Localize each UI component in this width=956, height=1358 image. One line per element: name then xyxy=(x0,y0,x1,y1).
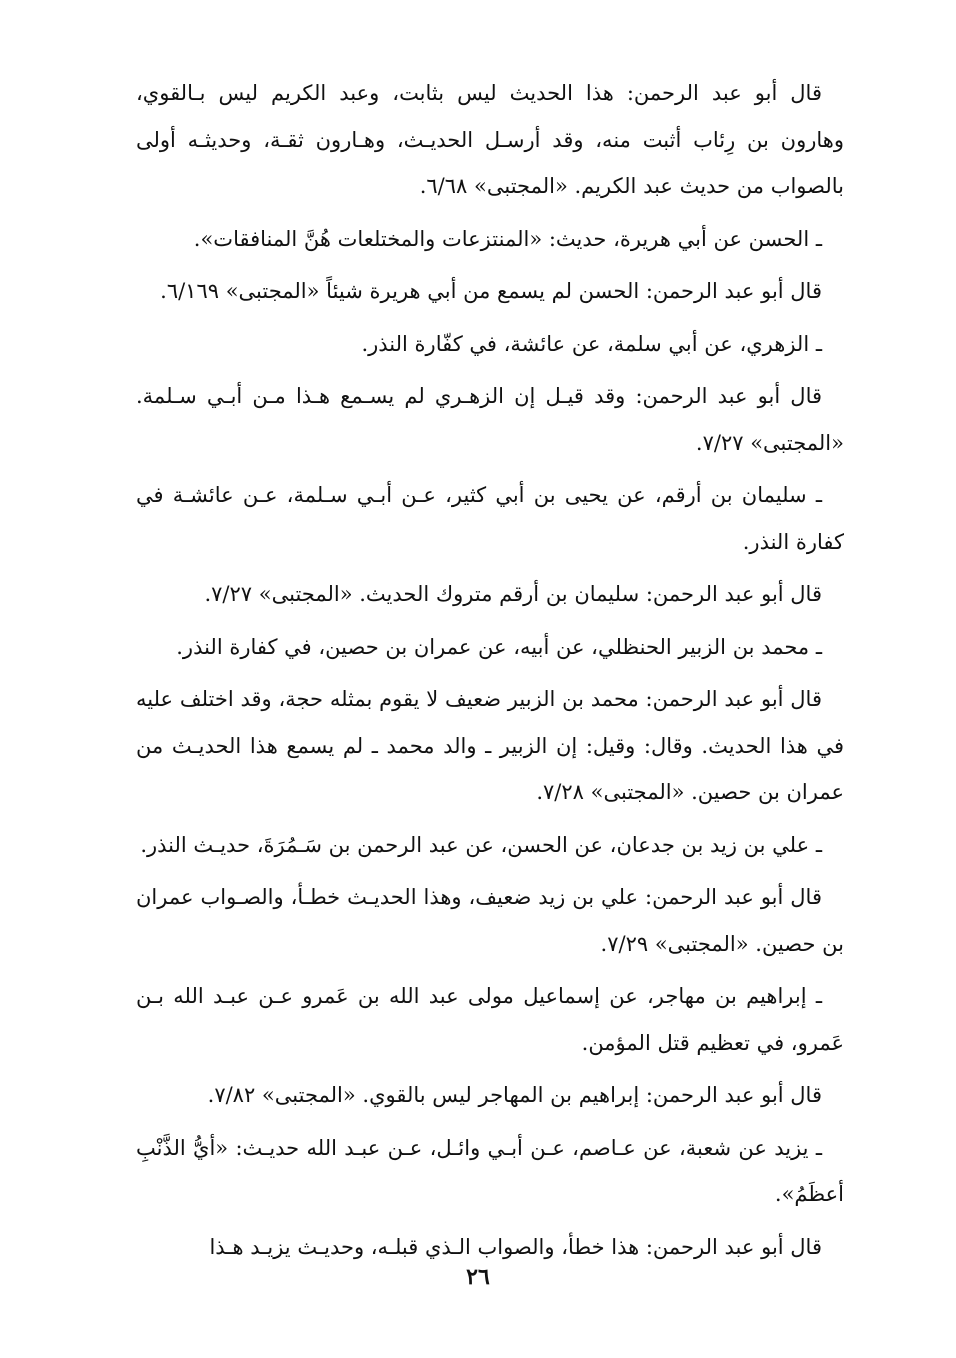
paragraph-13: قال أبو عبد الرحمن: إبراهيم بن المهاجر ليس بالقوي. «المجتبى» ٧/٨٢. xyxy=(207,1083,822,1107)
paragraph-7: قال أبو عبد الرحمن: سليمان بن أرقم متروك الحديث. «المجتبى» ٧/٢٧. xyxy=(204,582,822,606)
paragraph-9: قال أبو عبد الرحمن: محمد بن الزبير ضعيف لا يقوم بمثله حجة، وقد اختلف عليه في هذا الحديث. وقال: وقيل: إن الزبير ـ والد محمد ـ لم يسمع هذا الحديـث من عمران بن حصين. «المجتبى» ٧/٢٨. xyxy=(136,687,844,804)
paragraph-3: قال أبو عبد الرحمن: الحسن لم يسمع من أبي هريرة شيئاً «المجتبى» ٦/١٦٩. xyxy=(160,279,822,303)
paragraph-8: ـ محمد بن الزبير الحنظلي، عن أبيه، عن عمران بن حصين، في كفارة النذر. xyxy=(176,634,822,659)
paragraph-14: ـ يزيد عن شعبة، عن عـاصم، عـن أبـي وائـل، عـن عبـد الله حديـث: «أيُّ الذَّنْبِ أعظَمُ». xyxy=(136,1135,844,1206)
paragraph-10: ـ علي بن زيد بن جدعان، عن الحسن، عن عبد الرحمن بن سَـمُرَةَ، حديـث النذر. xyxy=(140,832,822,857)
paragraph-5: قال أبو عبد الرحمن: وقد قيـل إن الزهـري لم يسـمع هـذا مـن أبـي سـلمة. «المجتبى» ٧/٢٧. xyxy=(136,384,844,455)
paragraph-6: ـ سليمان بن أرقم، عن يحيى بن أبي كثير، عـن أبـي سـلمة، عـن عائشـة في كفارة النذر. xyxy=(136,483,844,554)
paragraph-2: ـ الحسن عن أبي هريرة، حديث: «المنتزعات والمختلعات هُنَّ المنافقات». xyxy=(193,226,822,251)
page-body-text xyxy=(136,70,844,1276)
page-number: ٢٦ xyxy=(466,1264,490,1290)
paragraph-15: قال أبو عبد الرحمن: هذا خطأ، والصواب الـذي قبلـه، وحديـث يزيـد هـذا xyxy=(209,1234,822,1259)
paragraph-11: قال أبو عبد الرحمن: علي بن زيد ضعيف، وهذا الحديـث خطـأ، والصـواب عمران بن حصين. «المجتبى» ٧/٢٩. xyxy=(136,885,844,956)
paragraph-4: ـ الزهري، عن أبي سلمة، عن عائشة، في كفّارة النذر. xyxy=(361,331,822,356)
paragraph-12: ـ إبراهيم بن مهاجر، عن إسماعيل مولى عبد الله بن عَمرو عـن عبـد الله بـن عَمرو، في تعظيم قتل المؤمن. xyxy=(136,984,844,1055)
paragraph-1: قال أبو عبد الرحمن: هذا الحديث ليس بثابت، وعبد الكريم ليس بـالقوي، وهارون بن رِئاب أثبت منه، وقد أرسـل الحديـث، وهـارون ثقـة، وحديثـه أولى بالصواب من حديث عبد الكريم. «المجتبى» ٦/٦٨. xyxy=(136,81,844,198)
